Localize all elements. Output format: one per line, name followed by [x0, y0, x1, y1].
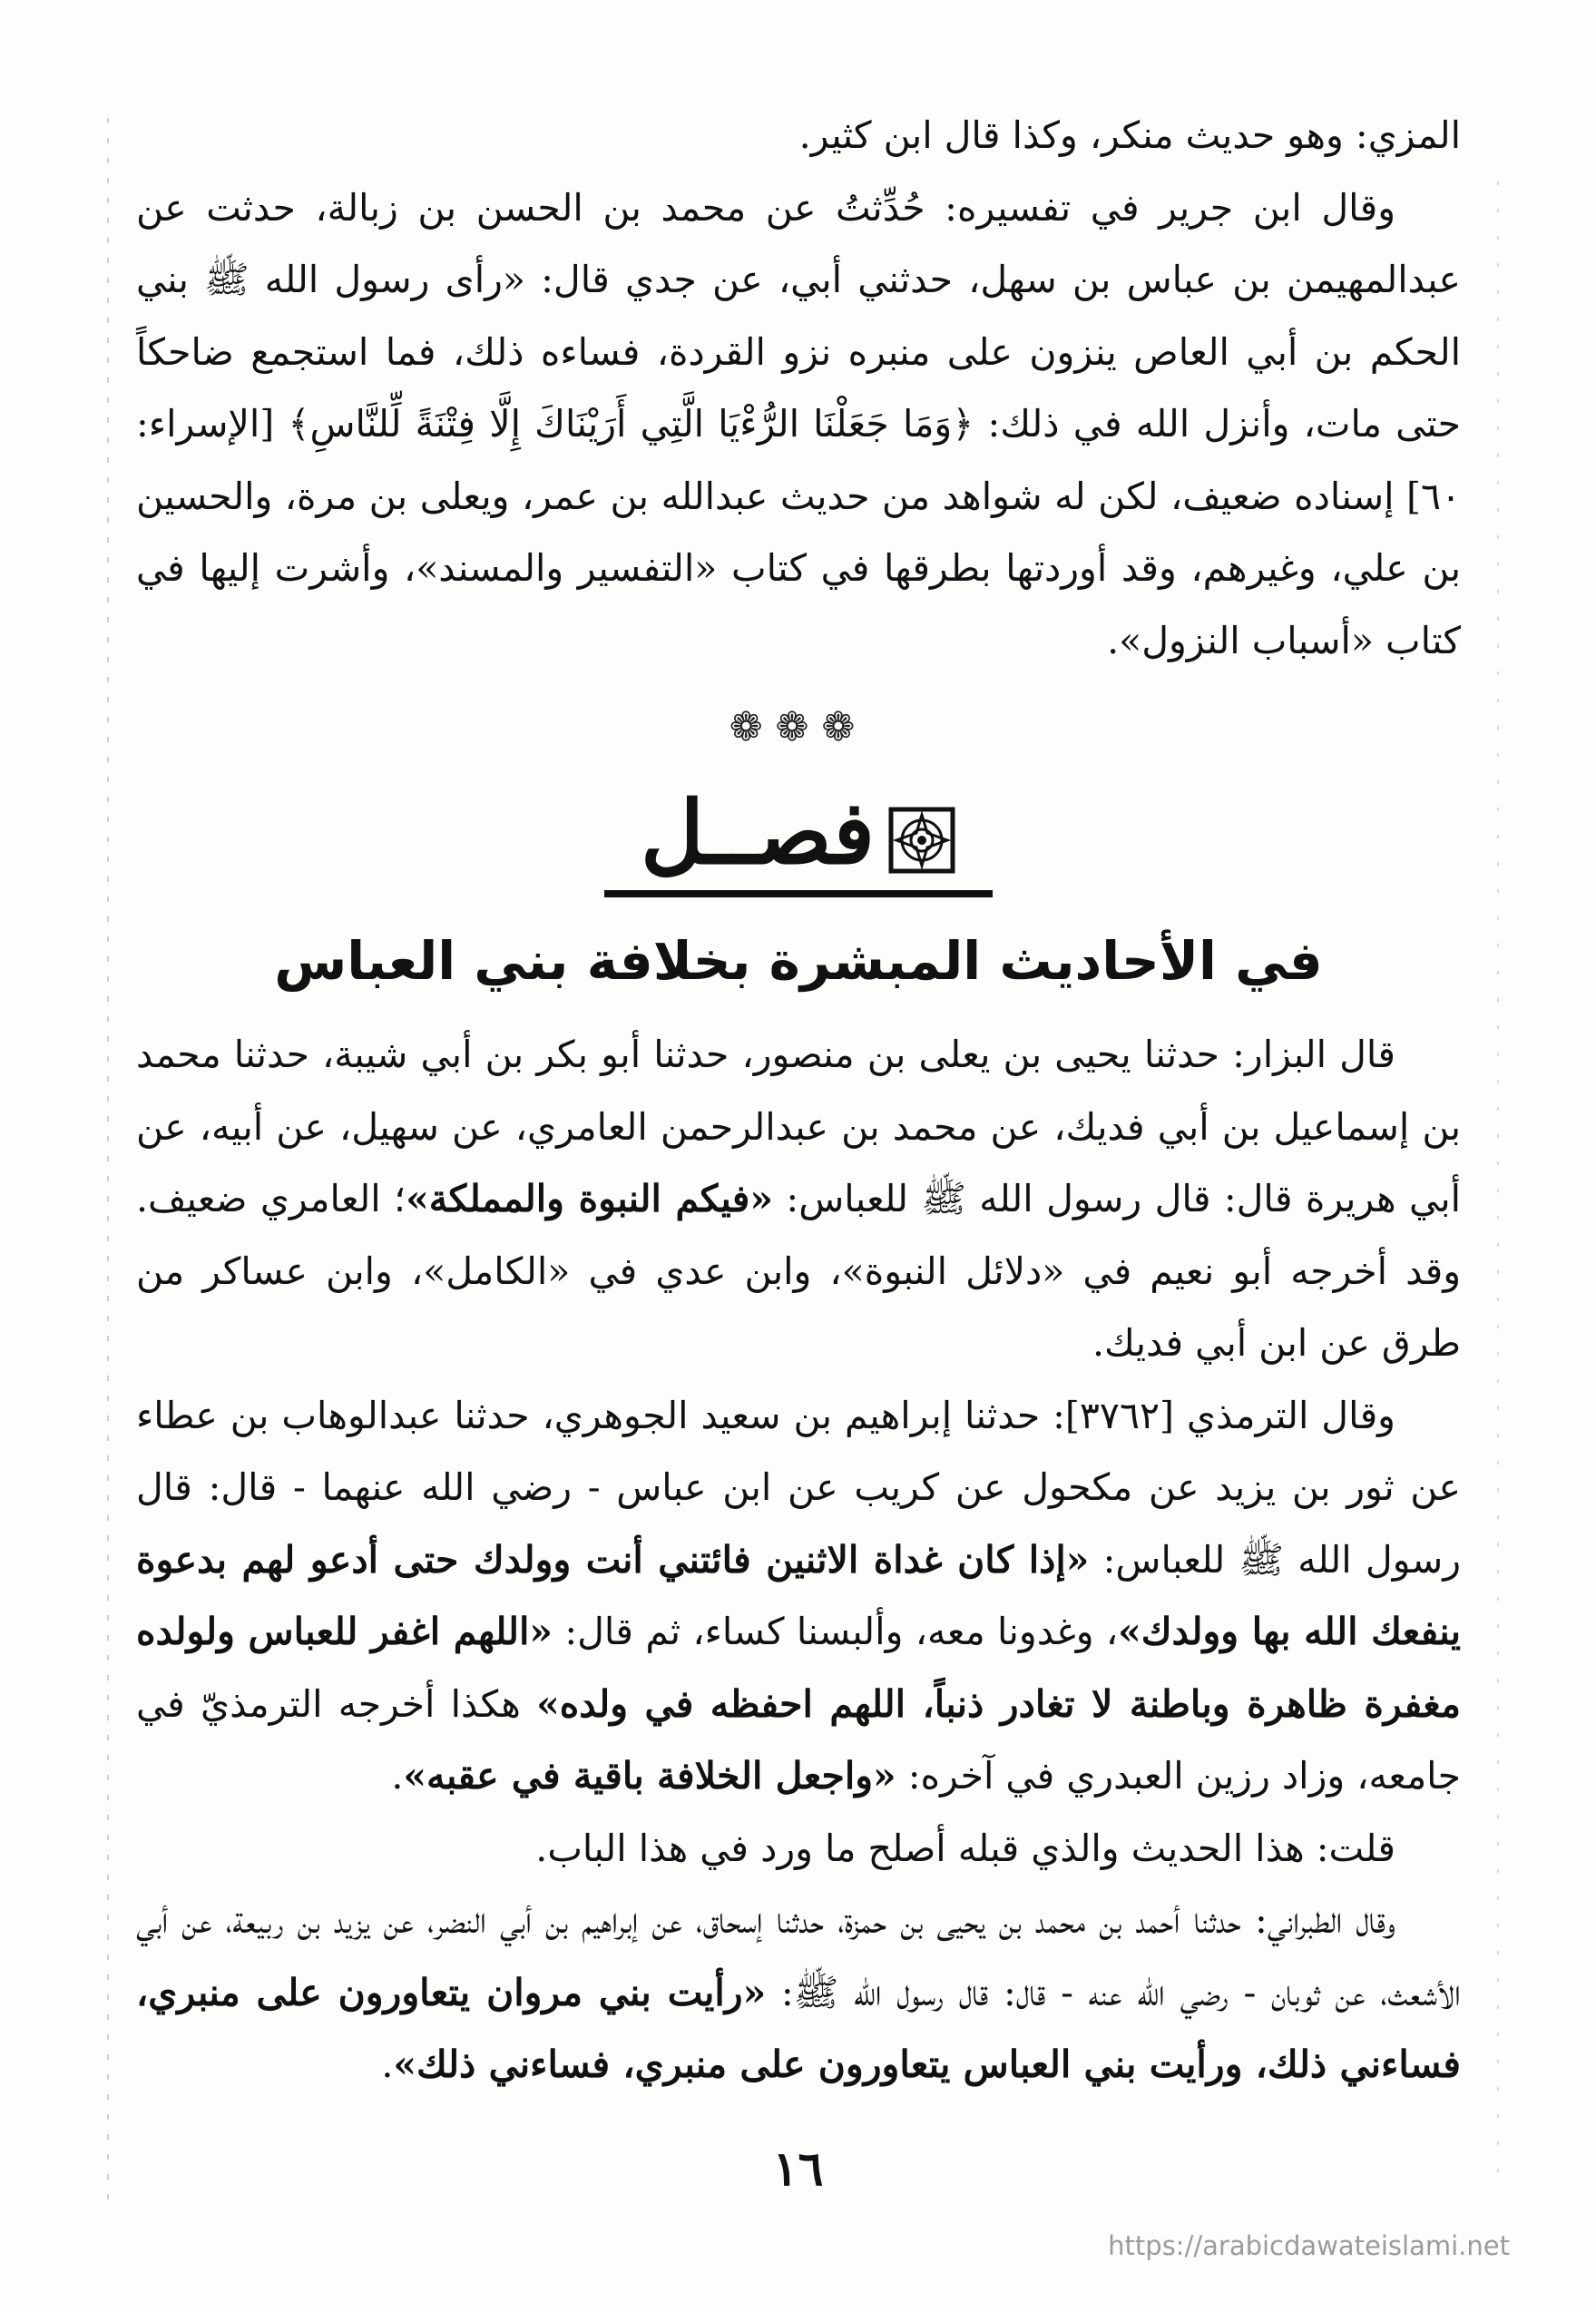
scan-edge-right	[1497, 181, 1499, 2178]
paragraph-4-text-b: ، وغدونا معه، وألبسنا كساء، ثم قال:	[552, 1610, 1119, 1653]
section-subtitle: في الأحاديث المبشرة بخلافة بني العباس	[274, 930, 1323, 992]
hadith-quote: «رأيت بني مروان يتعاورون على منبري، فساءني ذلك، ورأيت بني العباس يتعاورون على منبري، فساءني ذلك»	[136, 1970, 1461, 2086]
paragraph-1	[136, 100, 1461, 172]
paragraph-4	[136, 1380, 1461, 1813]
paragraph-2	[136, 172, 1461, 678]
paragraph-6-text-b: .	[381, 2043, 394, 2086]
paragraph-1-text: المزي: وهو حديث منكر، وكذا قال ابن كثير.	[798, 113, 1461, 157]
section-title-text: فصــل	[640, 781, 876, 884]
paragraph-5-text: قلت: هذا الحديث والذي قبله أصلح ما ورد في هذا الباب.	[535, 1826, 1395, 1870]
paragraph-2-text-a: وقال ابن جرير في تفسيره: حُدِّثتُ عن محمد بن الحسن بن زبالة، حدثت عن عبدالمهيمن بن عباس بن سهل، حدثني أبي، عن جدي قال: «رأى رسول الله ﷺ بني الحكم بن أبي العاص ينزون على منبره نزو القردة، فساءه ذلك، فما استجمع ضاحكاً حتى مات، وأنزل الله في ذلك:	[136, 185, 1462, 446]
paragraph-3-text-b: ؛ العامري ضعيف. وقد أخرجه أبو نعيم في «دلائل النبوة»، وابن عدي في «الكامل»، وابن عساكر من طرق عن ابن أبي فديك.	[136, 1177, 1461, 1365]
hadith-quote: «إذا كان غداة الاثنين فائتني أنت وولدك حتى أدعو لهم بدعوة ينفعك الله بها وولدك»	[136, 1537, 1461, 1653]
paragraph-3-text-a: قال البزار: حدثنا يحيى بن يعلى بن منصور، حدثنا أبو بكر بن أبي شيبة، حدثنا محمد بن إسماعيل بن أبي فديك، عن محمد بن عبدالرحمن العامري، عن سهيل، عن أبيه، عن أبي هريرة قال: قال رسول الله ﷺ للعباس:	[136, 1033, 1461, 1220]
paragraph-5	[136, 1813, 1461, 1886]
page-body	[136, 100, 1461, 2259]
paragraph-4-text-a: وقال الترمذي [٣٧٦٢]: حدثنا إبراهيم بن سعيد الجوهري، حدثنا عبدالوهاب بن عطاء عن ثور بن يزيد عن مكحول عن كريب عن ابن عباس - رضي الله عنهما - قال: قال رسول الله ﷺ للعباس:	[136, 1393, 1461, 1582]
watermark-url: https://arabicdawateislami.net	[1108, 2230, 1510, 2261]
ornament-icon	[887, 806, 956, 875]
quran-verse: ﴿وَمَا جَعَلْنَا الرُّءْيَا الَّتِي أَرَيْنَاكَ إِلَّا فِتْنَةً لِّلنَّاسِ﴾	[288, 402, 974, 446]
hadith-quote: «واجعل الخلافة باقية في عقبه»	[403, 1754, 896, 1798]
paragraph-2-text-b: [الإسراء: ٦٠] إسناده ضعيف، لكن له شواهد من حديث عبدالله بن عمر، ويعلى بن مرة، والحسين بن علي، وغيرهم، وقد أوردتها بطرقها في كتاب «التفسير والمسند»، وأشرت إليها في كتاب «أسباب النزول».	[136, 402, 1461, 662]
paragraph-4-text-c: هكذا أخرجه الترمذيّ في جامعه، وزاد رزين العبدري في آخره:	[136, 1681, 1461, 1798]
paragraph-4-text-d: .	[391, 1754, 404, 1798]
paragraph-6-text-a: وقال الطبراني: حدثنا أحمد بن محمد بن يحيى بن حمزة، حدثنا إسحاق، عن إبراهيم بن أبي النضر، عن يزيد بن ربيعة، عن أبي الأشعث، عن ثوبان - رضي الله عنه - قال: قال رسول الله ﷺ:	[136, 1898, 1462, 2014]
page-number: ١٦	[772, 2141, 824, 2197]
hadith-quote: «فيكم النبوة والمملكة»	[406, 1177, 774, 1220]
paragraph-6	[136, 1885, 1461, 2101]
section-separator: ❁❁❁	[729, 704, 868, 750]
paragraph-3	[136, 1019, 1461, 1380]
hadith-quote: «اللهم اغفر للعباس ولولده مغفرة ظاهرة وباطنة لا تغادر ذنباً، اللهم احفظه في ولده»	[136, 1610, 1461, 1726]
scan-edge-left	[107, 118, 109, 2205]
section-title	[604, 783, 993, 897]
section-heading	[136, 783, 1461, 897]
